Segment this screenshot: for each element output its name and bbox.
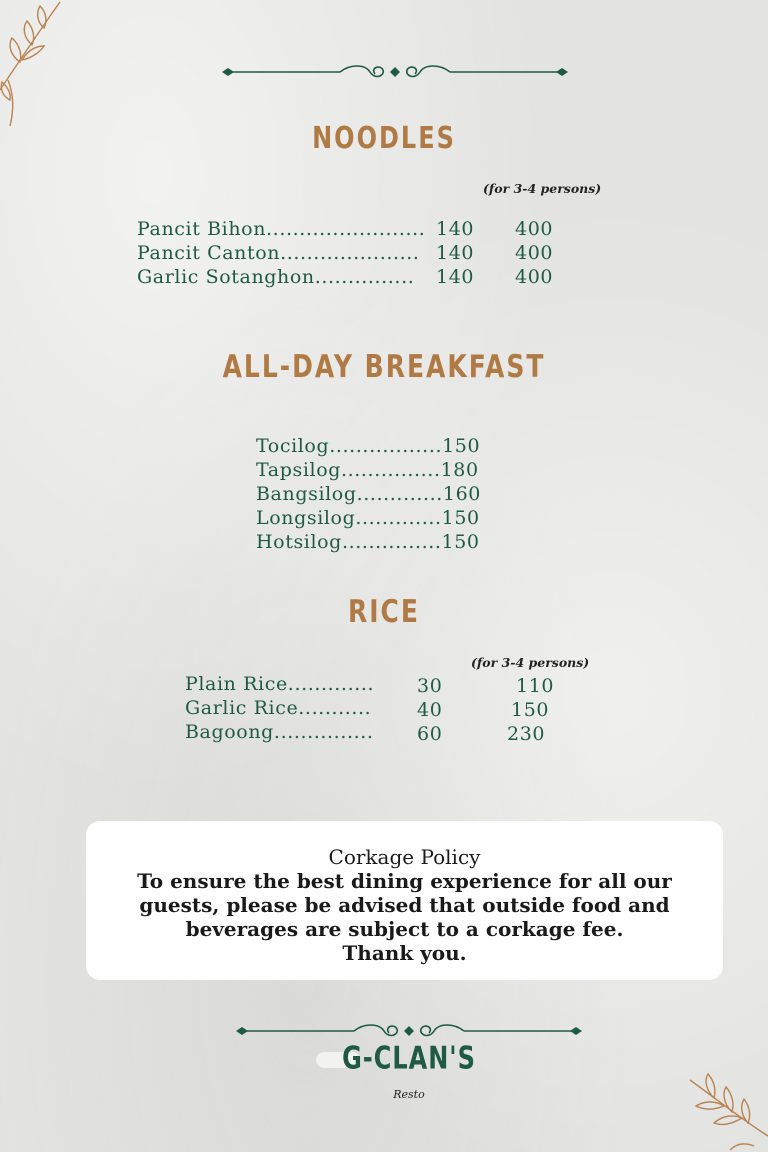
policy-text: [86, 845, 723, 965]
brand-name: G-CLAN'S: [342, 1039, 476, 1077]
policy-line: To ensure the best dining experience for all our: [137, 869, 672, 893]
item-label: Pancit Bihon........................: [137, 218, 426, 240]
item-group-price: 110: [516, 675, 555, 697]
menu-item: Tocilog.................150: [256, 435, 481, 457]
item-label: Pancit Canton.....................: [137, 242, 420, 264]
item-group-price: 400: [515, 218, 554, 240]
item-group-price: 400: [515, 266, 554, 288]
noodles-portion-note: (for 3-4 persons): [483, 181, 602, 196]
section-title-breakfast: ALL-DAY BREAKFAST: [222, 348, 546, 385]
item-group-price: 230: [507, 723, 546, 745]
section-title-noodles: NOODLES: [312, 120, 456, 156]
item-price: 40: [417, 699, 443, 721]
item-price: 30: [417, 675, 443, 697]
item-group-price: 400: [515, 242, 554, 264]
menu-item: [137, 266, 414, 288]
rice-portion-note: (for 3-4 persons): [471, 655, 590, 670]
leaf-icon: [684, 1066, 768, 1152]
policy-line: guests, please be advised that outside food and: [139, 893, 670, 917]
menu-item: Tapsilog...............180: [256, 459, 479, 481]
corkage-policy-card: [86, 821, 723, 980]
divider-icon: [220, 60, 570, 84]
policy-line: beverages are subject to a corkage fee.: [185, 917, 624, 941]
menu-item: Garlic Rice...........: [185, 697, 372, 719]
item-label: Garlic Sotanghon...............: [137, 266, 415, 288]
menu-item: Plain Rice.............: [185, 673, 375, 695]
policy-line: Thank you.: [342, 941, 467, 965]
item-price: 140: [436, 218, 475, 240]
brand-sub: Resto: [393, 1088, 425, 1101]
item-group-price: 150: [511, 699, 550, 721]
menu-item: Longsilog.............150: [256, 507, 480, 529]
section-title-rice: RICE: [348, 593, 420, 630]
leaf-icon: [0, 0, 70, 130]
menu-item: [137, 242, 420, 264]
menu-item: Bagoong...............: [185, 721, 374, 743]
item-price: 140: [436, 266, 475, 288]
menu-item: [137, 218, 425, 240]
menu-item: Hotsilog...............150: [256, 531, 480, 553]
menu-item: Bangsilog.............160: [256, 483, 481, 505]
item-price: 140: [436, 242, 475, 264]
item-price: 60: [417, 723, 443, 745]
policy-title: Corkage Policy: [328, 845, 481, 869]
